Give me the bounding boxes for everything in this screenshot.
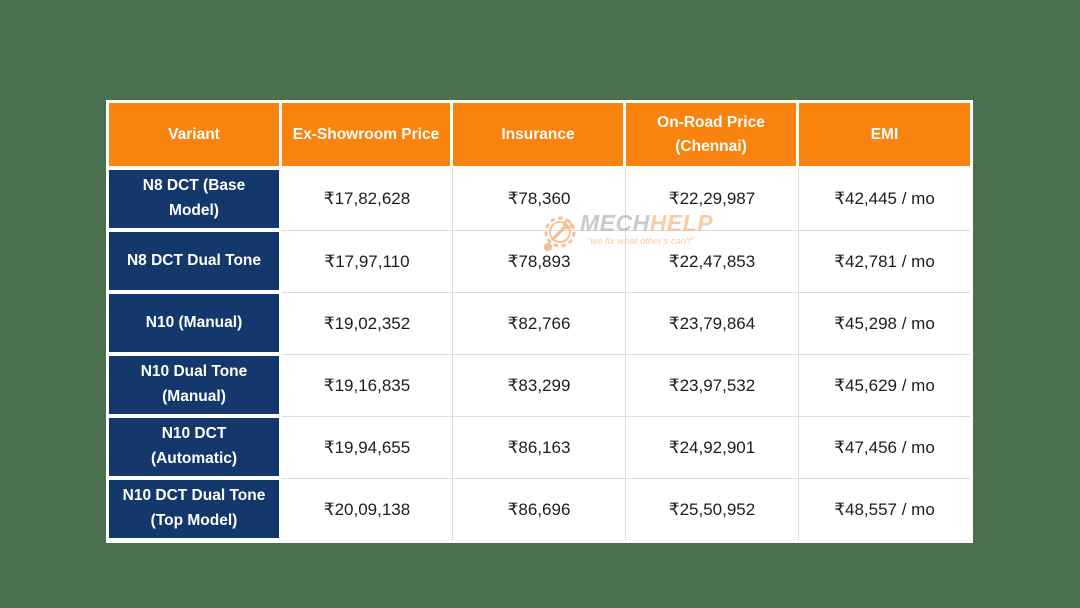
on-road-price-cell: ₹25,50,952 [626, 478, 799, 540]
emi-cell: ₹42,781 / mo [799, 230, 970, 292]
emi-cell: ₹48,557 / mo [799, 478, 970, 540]
column-header-emi: EMI [799, 103, 970, 168]
variant-name-cell: N10 DCT Dual Tone (Top Model) [109, 478, 282, 540]
insurance-cell: ₹83,299 [453, 354, 626, 416]
ex-showroom-price-cell: ₹17,82,628 [282, 168, 453, 230]
variant-name-cell: N10 DCT (Automatic) [109, 416, 282, 478]
insurance-cell: ₹82,766 [453, 292, 626, 354]
on-road-price-cell: ₹23,97,532 [626, 354, 799, 416]
variant-name-cell: N8 DCT Dual Tone [109, 230, 282, 292]
ex-showroom-price-cell: ₹19,94,655 [282, 416, 453, 478]
emi-cell: ₹47,456 / mo [799, 416, 970, 478]
watermark-tagline: "we fix what other's can't" [587, 236, 695, 248]
ex-showroom-price-cell: ₹20,09,138 [282, 478, 453, 540]
variant-name-cell: N10 Dual Tone (Manual) [109, 354, 282, 416]
variant-price-table [106, 100, 973, 543]
on-road-price-cell: ₹22,47,853 [626, 230, 799, 292]
emi-cell: ₹42,445 / mo [799, 168, 970, 230]
on-road-price-cell: ₹22,29,987 [626, 168, 799, 230]
insurance-cell: ₹86,163 [453, 416, 626, 478]
gear-wrench-icon [541, 213, 577, 253]
column-header-insurance: Insurance [453, 103, 626, 168]
column-header-on-road-price: On-Road Price (Chennai) [626, 103, 799, 168]
column-header-ex-showroom-price: Ex-Showroom Price [282, 103, 453, 168]
on-road-price-cell: ₹24,92,901 [626, 416, 799, 478]
watermark-brand-help: HELP [649, 210, 714, 236]
watermark-brand-mech: MECH [580, 210, 650, 236]
variant-name-cell: N10 (Manual) [109, 292, 282, 354]
insurance-cell: ₹78,893 [453, 230, 626, 292]
variant-name-cell: N8 DCT (Base Model) [109, 168, 282, 230]
watermark-text [580, 211, 713, 247]
column-header-variant: Variant [109, 103, 282, 168]
ex-showroom-price-cell: ₹19,02,352 [282, 292, 453, 354]
insurance-cell: ₹78,360 [453, 168, 626, 230]
mechhelp-watermark [541, 211, 713, 253]
ex-showroom-price-cell: ₹19,16,835 [282, 354, 453, 416]
watermark-brand [580, 211, 713, 235]
emi-cell: ₹45,629 / mo [799, 354, 970, 416]
insurance-cell: ₹86,696 [453, 478, 626, 540]
on-road-price-cell: ₹23,79,864 [626, 292, 799, 354]
ex-showroom-price-cell: ₹17,97,110 [282, 230, 453, 292]
emi-cell: ₹45,298 / mo [799, 292, 970, 354]
